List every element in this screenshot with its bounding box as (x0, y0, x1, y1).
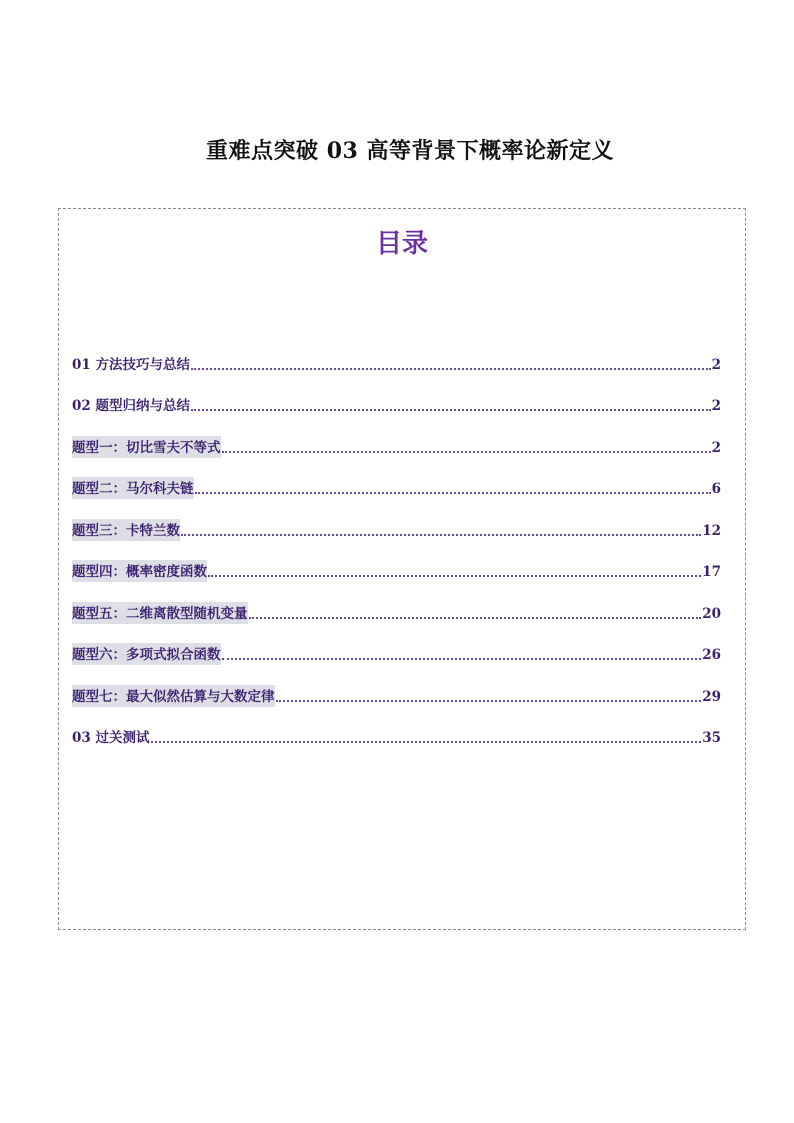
table-of-contents-box (58, 208, 746, 930)
toc-entry-page: 2 (711, 398, 721, 414)
toc-entry[interactable] (72, 375, 721, 417)
toc-entry-label: 题型七：最大似然估算与大数定律 (72, 685, 275, 707)
toc-dot-leader (191, 408, 711, 411)
toc-entry-page: 12 (702, 522, 721, 539)
toc-entry-label: 题型二：马尔科夫链 (72, 477, 194, 499)
toc-entry-label: 题型三：卡特兰数 (72, 519, 180, 541)
toc-entry[interactable] (72, 624, 721, 666)
toc-dot-leader (208, 574, 701, 577)
toc-entry-label: 02 题型归纳与总结 (72, 398, 190, 414)
toc-dot-leader (195, 491, 711, 494)
toc-entry[interactable] (72, 458, 721, 500)
toc-dot-leader (222, 450, 711, 453)
toc-entry[interactable] (72, 499, 721, 541)
document-title: 重难点突破 03 高等背景下概率论新定义 (206, 138, 614, 164)
toc-entry-label: 题型四：概率密度函数 (72, 560, 207, 582)
toc-dot-leader (222, 657, 702, 660)
toc-entry-label: 题型一：切比雪夫不等式 (72, 436, 221, 458)
toc-entry[interactable] (72, 582, 721, 624)
toc-entry-page: 2 (711, 356, 721, 373)
toc-entry-label: 01 方法技巧与总结 (72, 356, 190, 373)
toc-entry-page: 6 (711, 481, 721, 497)
toc-dot-leader (249, 616, 702, 619)
toc-entry[interactable] (72, 333, 721, 375)
toc-entry-label: 题型五：二维离散型随机变量 (72, 602, 248, 624)
toc-entry-label: 03 过关测试 (72, 730, 150, 746)
toc-heading: 目录 (375, 229, 428, 259)
toc-entry-page: 17 (702, 564, 721, 580)
toc-dot-leader (181, 533, 701, 536)
toc-dot-leader (151, 740, 702, 743)
toc-list (72, 333, 721, 748)
toc-entry-page: 26 (702, 647, 721, 663)
toc-entry[interactable] (72, 541, 721, 583)
toc-entry-page: 20 (702, 605, 721, 622)
toc-entry-label: 题型六：多项式拟合函数 (72, 643, 221, 665)
toc-entry-page: 29 (702, 688, 721, 705)
toc-entry-page: 35 (702, 730, 721, 746)
toc-entry[interactable] (72, 416, 721, 458)
toc-dot-leader (191, 367, 711, 370)
toc-dot-leader (276, 699, 702, 702)
toc-entry[interactable] (72, 707, 721, 749)
toc-entry[interactable] (72, 665, 721, 707)
toc-entry-page: 2 (711, 439, 721, 456)
